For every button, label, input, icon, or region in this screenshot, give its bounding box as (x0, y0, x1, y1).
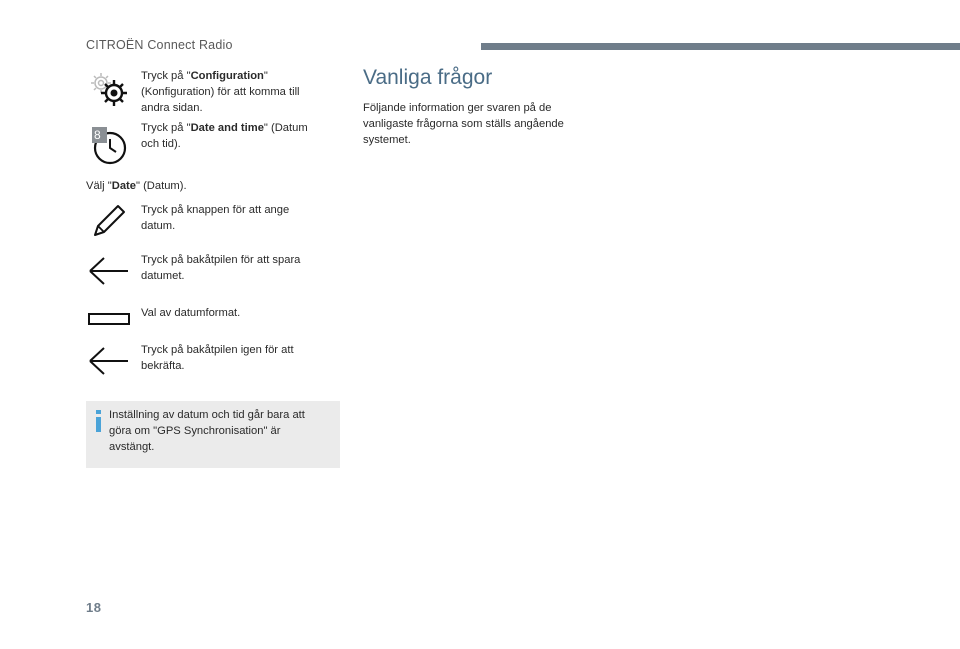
header-bar (481, 43, 960, 50)
substep-enter-date (86, 200, 336, 244)
info-note (86, 401, 340, 468)
info-icon (95, 410, 103, 432)
back-arrow-icon (86, 342, 132, 388)
header-title: CITROËN Connect Radio (86, 38, 233, 52)
date-and-time-label: Date and time (190, 122, 264, 134)
faq-body: Följande information ger svaren på de vanligaste frågorna som ställs angående systemet. (363, 102, 564, 146)
substep-enter-date-text: Tryck på knappen för att ange datum. (141, 204, 290, 232)
clock-icon (86, 118, 132, 164)
configuration-label: Configuration (190, 70, 264, 82)
substep-date-format-text: Val av datumformat. (141, 307, 241, 319)
pencil-icon (86, 200, 132, 246)
substep-confirm (86, 342, 336, 382)
substep-save-date-text: Tryck på bakåtpilen för att spara datumet. (141, 254, 301, 282)
step-configuration (86, 68, 336, 116)
date-label: Date (111, 180, 136, 192)
step-configuration-text: Tryck på "Configuration" (Konfiguration) för att komma till andra sidan. (141, 70, 300, 114)
info-note-text: Inställning av datum och tid går bara att göra om "GPS Synchronisation" är avstängt. (109, 409, 305, 453)
intro-text: Välj "Date" (Datum). (86, 180, 187, 192)
substep-confirm-text: Tryck på bakåtpilen igen för att bekräfta. (141, 344, 294, 372)
step-date-and-time-text: Tryck på "Date and time" (Datum och tid). (141, 122, 308, 150)
back-arrow-icon (86, 252, 132, 298)
page-number: 18 (86, 600, 102, 615)
faq-title: Vanliga frågor (363, 66, 493, 89)
gear-icon (86, 68, 132, 114)
clock-badge: 8 (94, 128, 101, 142)
substep-save-date (86, 252, 336, 292)
substep-date-format (86, 305, 336, 329)
step-date-and-time (86, 118, 336, 168)
